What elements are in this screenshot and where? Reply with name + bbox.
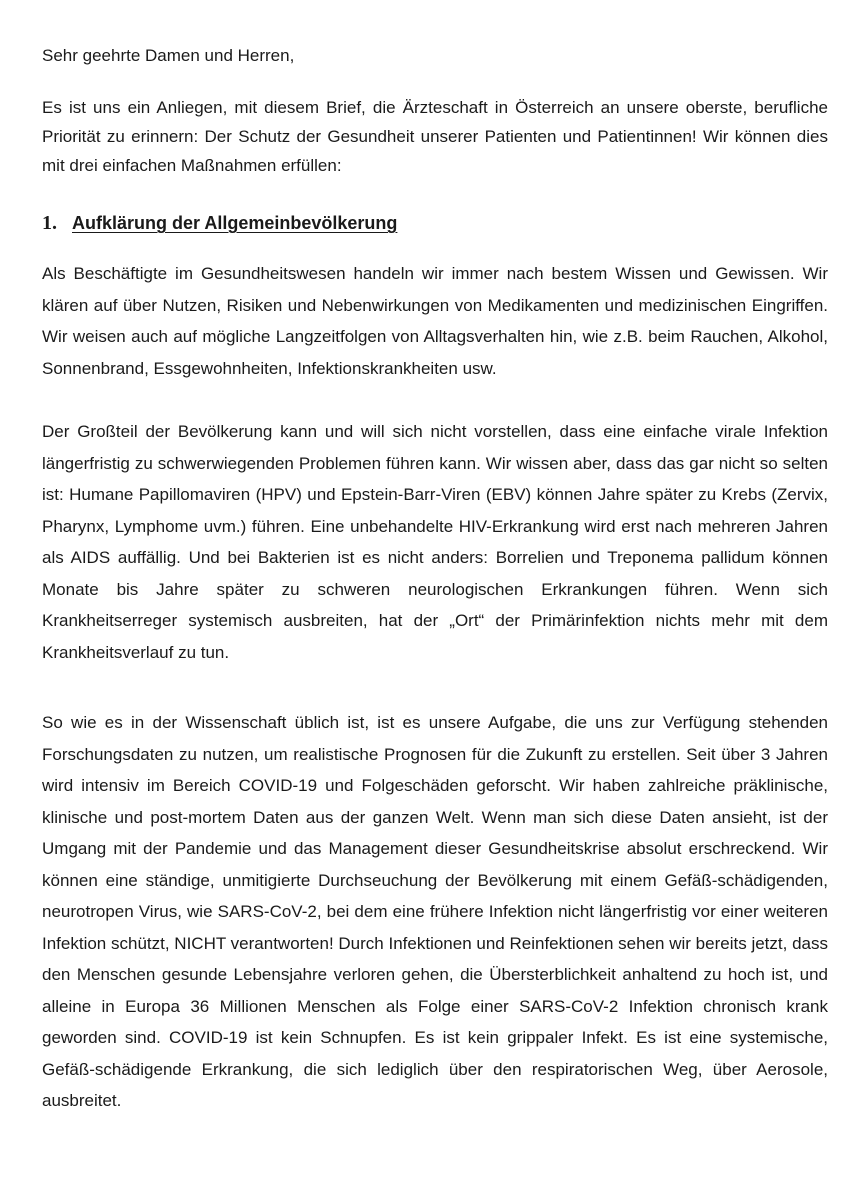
intro-paragraph: Es ist uns ein Anliegen, mit diesem Brief, die Ärzteschaft in Österreich an unsere oberste, berufliche Priorität zu erinnern: Der Schutz der Gesundheit unserer Patienten und Patientinnen! Wir können dies mit drei einfachen Maßnahmen erfüllen: bbox=[42, 98, 828, 175]
salutation: Sehr geehrte Damen und Herren, bbox=[42, 46, 295, 65]
paragraph: So wie es in der Wissenschaft üblich ist, ist es unsere Aufgabe, die uns zur Verfügung stehenden Forschungsdaten zu nutzen, um realistische Prognosen für die Zukunft zu erstellen. Seit über 3 Jahren wird intensiv im Bereich COVID-19 und Folgeschäden geforscht. Wir haben zahlreiche präklinische, klinische und post-mortem Daten aus der ganzen Welt. Wenn man sich diese Daten ansieht, ist der Umgang mit der Pandemie und das Management dieser Gesundheitskrise absolut erschreckend. Wir können eine ständige, unmitigierte Durchseuchung der Bevölkerung mit einem Gefäß-schädigenden, neurotropen Virus, wie SARS-CoV-2, bei dem eine frühere Infektion nicht längerfristig vor einer weiteren Infektion schützt, NICHT verantworten! Durch Infektionen und Reinfektionen sehen wir bereits jetzt, dass den Menschen gesunde Lebensjahre verloren gehen, die Übersterblichkeit anhaltend zu hoch ist, und alleine in Europa 36 Millionen Menschen als Folge einer SARS-CoV-2 Infektion chronisch krank geworden sind. COVID-19 ist kein Schnupfen. Es ist kein grippaler Infekt. Es ist eine systemische, Gefäß-schädigende Erkrankung, die sich lediglich über den respiratorischen Weg, über Aerosole, ausbreitet. bbox=[42, 713, 828, 1110]
paragraph: Der Großteil der Bevölkerung kann und will sich nicht vorstellen, dass eine einfache virale Infektion längerfristig zu schwerwiegenden Problemen führen kann. Wir wissen aber, dass das gar nicht so selten ist: Humane Papillomaviren (HPV) und Epstein-Barr-Viren (EBV) können Jahre später zu Krebs (Zervix, Pharynx, Lymphome uvm.) führen. Eine unbehandelte HIV-Erkrankung wird erst nach mehreren Jahren als AIDS auffällig. Und bei Bakterien ist es nicht anders: Borrelien und Treponema pallidum können Monate bis Jahre später zu schweren neurologischen Erkrankungen führen. Wenn sich Krankheitserreger systemisch ausbreiten, hat der „Ort“ der Primärinfektion nichts mehr mit dem Krankheitsverlauf zu tun. bbox=[42, 422, 828, 662]
paragraph: Als Beschäftigte im Gesundheitswesen handeln wir immer nach bestem Wissen und Gewissen. Wir klären auf über Nutzen, Risiken und Nebenwirkungen von Medikamenten und medizinischen Eingriffen. Wir weisen auch auf mögliche Langzeitfolgen von Alltagsverhalten hin, wie z.B. beim Rauchen, Alkohol, Sonnenbrand, Essgewohnheiten, Infektionskrankheiten usw. bbox=[42, 264, 828, 378]
section-number: 1. bbox=[42, 212, 57, 234]
section-heading bbox=[42, 208, 397, 238]
section-title: Aufklärung der Allgemeinbevölkerung bbox=[72, 213, 398, 233]
